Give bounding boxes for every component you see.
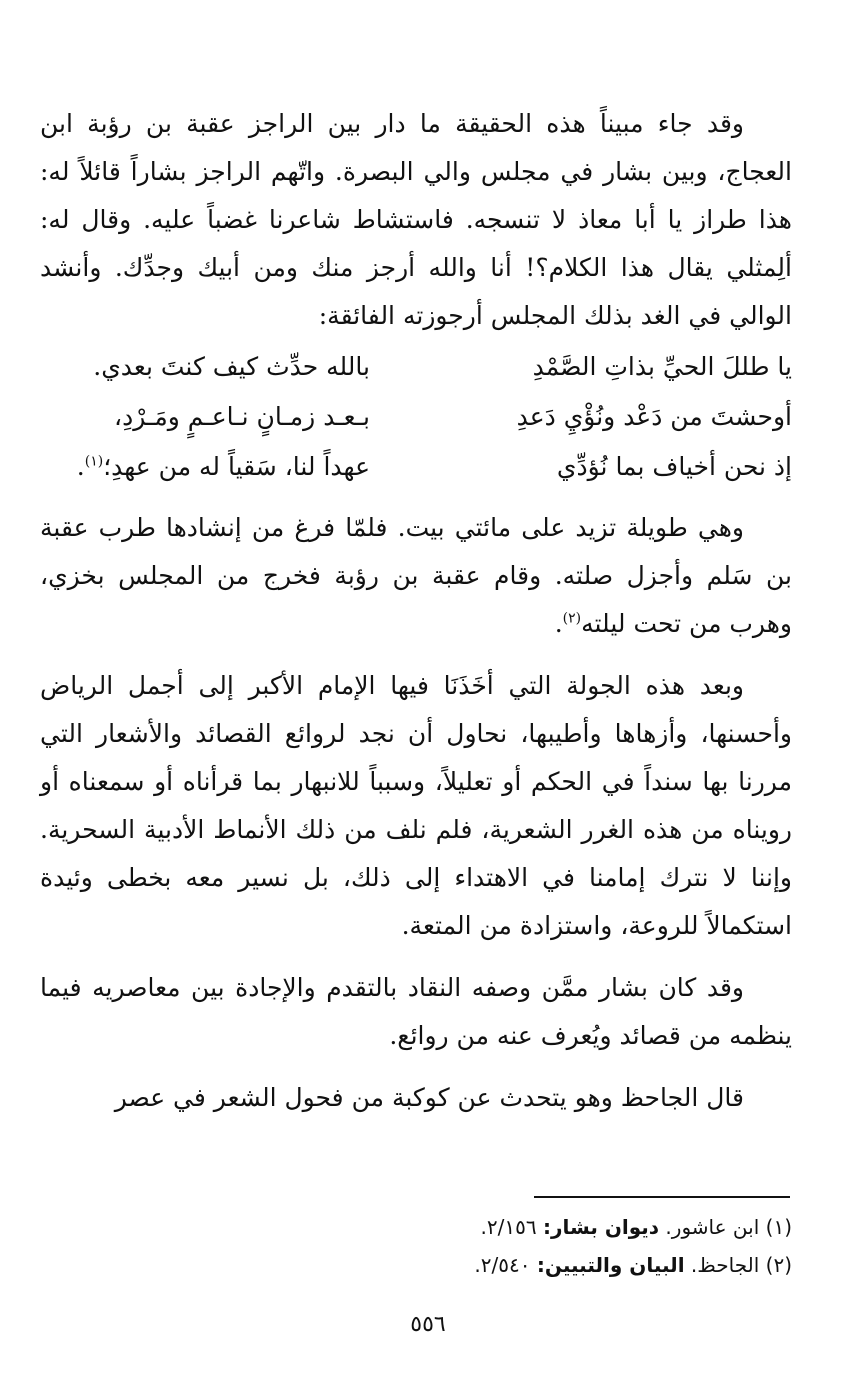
paragraph-text: وهي طويلة تزيد على مائتي بيت. فلمّا فرغ من إنشادها طرب عقبة بن سَلم وأجزل صلته. وقام عقبة بن رؤبة فخرج من المجلس بخزي، وهرب من تحت ليلته [40, 513, 792, 638]
footnote-author: ابن عاشور. [665, 1215, 760, 1239]
verse-text: عهداً لنا، سَقياً له من عهدِ؛ [103, 452, 370, 481]
paragraph-journey: وبعد هذه الجولة التي أخَذَنَا فيها الإمام الأكبر إلى أجمل الرياض وأحسنها، وأزهاها وأطيبها، نحاول أن نجد لروائع القصائد والأشعار التي مررنا بها سنداً في الحكم أو تعليلاً، وسبباً للانبهار بما قرأناه أو سمعناه أو رويناه من هذه الغرر الشعرية، فلم نلف من ذلك الأنماط الأدبية السحرية. وإننا لا نترك إمامنا في الاهتداء إلى ذلك، بل نسير معه بخطى وئيدة استكمالاً للروعة، واستزادة من المتعة. [40, 671, 792, 940]
paragraph-jahiz: قال الجاحظ وهو يتحدث عن كوكبة من فحول الشعر في عصر [114, 1083, 744, 1112]
footnote-author: الجاحظ. [690, 1253, 760, 1277]
page-number: ٥٥٦ [410, 1312, 446, 1337]
verse-second-hemistich: بالله حدِّث كيف كنتَ بعدي. [93, 352, 370, 381]
footnotes [40, 1208, 792, 1284]
paragraph-after-poem [40, 504, 792, 648]
footnote-work-title: البيان والتبيين: [536, 1253, 685, 1277]
poem-verse [40, 392, 792, 442]
verse-first-hemistich: يا طللَ الحيِّ بذاتِ الصَّمْدِ [532, 352, 792, 381]
footnote-item [40, 1208, 792, 1246]
footnote-number: (١) [765, 1215, 792, 1239]
poem-verse [40, 342, 792, 392]
footnote-reference: ٢/٥٤٠. [474, 1253, 531, 1277]
poem-verse [40, 442, 792, 492]
footnote-item [40, 1246, 792, 1284]
footnote-reference: ٢/١٥٦. [480, 1215, 537, 1239]
verse-second-hemistich [40, 442, 400, 492]
footnote-ref-2[interactable]: (٢) [562, 610, 582, 627]
footnote-divider [534, 1196, 790, 1198]
main-text [40, 100, 792, 1122]
poem [40, 342, 792, 492]
verse-second-hemistich: بـعـد زمـانٍ نـاعـمٍ ومَـرْدِ، [114, 402, 370, 431]
footnote-ref-1[interactable]: (١) [84, 453, 104, 470]
paragraph-end-mark: . [554, 609, 563, 638]
paragraph-intro: وقد جاء مبيناً هذه الحقيقة ما دار بين الراجز عقبة بن رؤبة ابن العجاج، وبين بشار في مجلس والي البصرة. واتّهم الراجز بشاراً قائلاً له: هذا طراز يا أبا معاذ لا تنسجه. فاستشاط شاعرنا غضباً عليه. وقال له: ألِمثلي يقال هذا الكلام؟! أنا والله أرجز منك ومن أبيك وجدِّك. وأنشد الوالي في الغد بذلك المجلس أرجوزته الفائقة: [40, 109, 792, 330]
footnote-number: (٢) [765, 1253, 792, 1277]
footnote-work-title: ديوان بشار: [542, 1215, 660, 1239]
verse-first-hemistich: إذ نحن أخياف بما نُؤدِّي [556, 452, 792, 481]
verse-end-mark: . [76, 452, 85, 481]
paragraph-bashar: وقد كان بشار ممَّن وصفه النقاد بالتقدم والإجادة بين معاصريه فيما ينظمه من قصائد ويُعرف عنه من روائع. [40, 973, 792, 1050]
verse-first-hemistich: أوحشتَ من دَعْد ونُؤْيِ دَعدِ [516, 402, 792, 431]
